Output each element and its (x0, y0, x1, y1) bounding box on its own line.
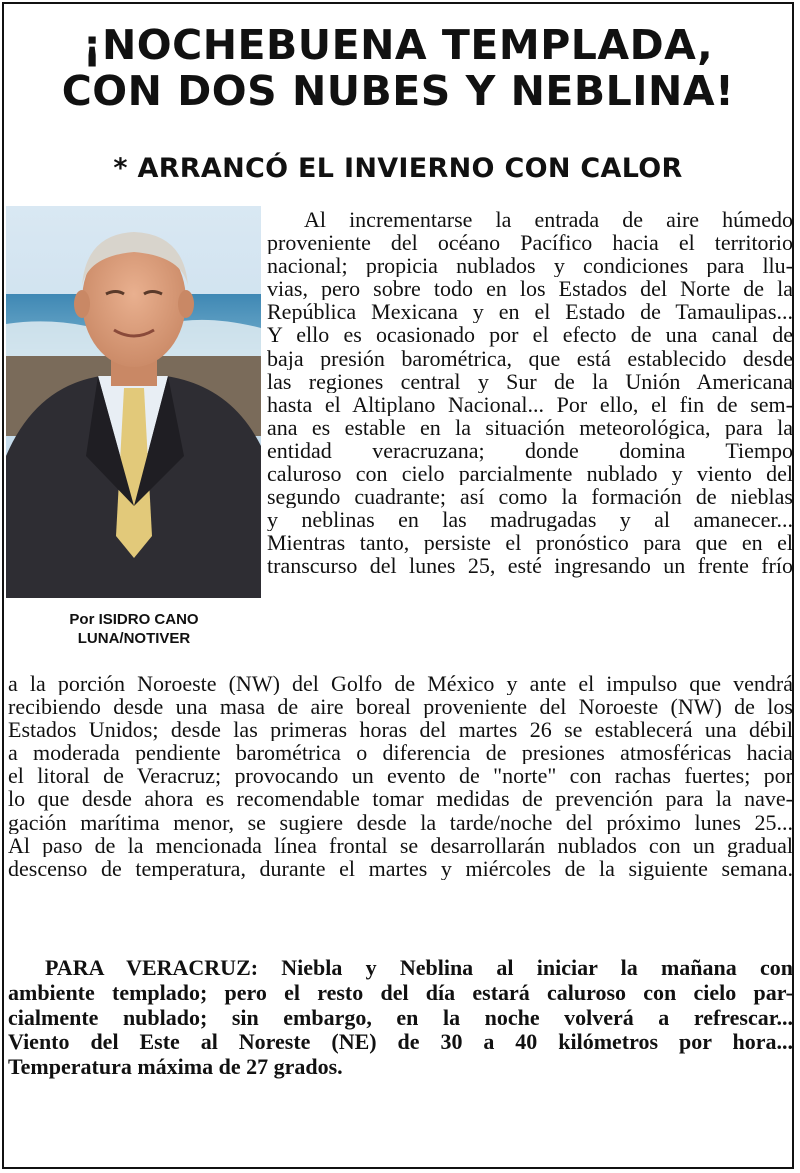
forecast-line: PARA VERACRUZ: Niebla y Neblina al iniciar la mañana con (45, 956, 793, 980)
forecast-line: Viento del Este al Noreste (NE) de 30 a 40 kilómetros por hora... (8, 1030, 793, 1055)
headline (4, 22, 792, 114)
article-line: las regiones central y Sur de la Unión Americana (267, 369, 793, 393)
article-line: Al paso de la mencionada línea frontal se desarrollarán nublados con un gradual (8, 833, 793, 857)
article-line: vias, pero sobre todo en los Estados del Norte de la (267, 277, 793, 301)
article-line: caluroso con cielo parcialmente nublado y viento del (267, 462, 793, 486)
article-line: segundo cuadrante; así como la formación de nieblas (267, 485, 793, 509)
article-line: y neblinas en las madrugadas y al amanecer... (267, 508, 793, 532)
author-photo (6, 206, 261, 598)
forecast-line: cialmente nublado; sin embargo, en la noche volverá a refrescar... (8, 1005, 793, 1030)
forecast-line: ambiente templado; pero el resto del día estará caluroso con cielo par- (8, 980, 793, 1005)
author-portrait-image (6, 206, 261, 598)
article-line: el litoral de Veracruz; provocando un evento de "norte" con rachas fuertes; por (8, 764, 793, 788)
article-line: proveniente del océano Pacífico hacia el territorio (267, 231, 793, 255)
article-continuation (8, 672, 793, 880)
article-line: a la porción Noroeste (NW) del Golfo de México y ante el impulso que vendrá (8, 672, 793, 696)
article-line: descenso de temperatura, durante el martes y miércoles de la siguiente semana. (8, 856, 793, 880)
headline-line-2: CON DOS NUBES Y NEBLINA! (61, 67, 735, 115)
subheadline: * ARRANCÓ EL INVIERNO CON CALOR (113, 153, 683, 184)
article-line: Al incrementarse la entrada de aire húmedo (304, 208, 793, 232)
forecast-line: Temperatura máxima de 27 grados. (8, 1055, 343, 1080)
article-line: Mientras tanto, persiste el pronóstico para que en el (267, 531, 793, 555)
article-line: ana es estable en la situación meteorológica, para la (267, 415, 793, 439)
article-line: recibiendo desde una masa de aire boreal proveniente del Noroeste (NW) de los (8, 695, 793, 719)
article-line: Y ello es ocasionado por el efecto de una canal de (267, 323, 793, 347)
article-line: Estados Unidos; desde las primeras horas del martes 26 se establecerá una débil (8, 718, 793, 742)
byline-line-2: LUNA/NOTIVER (77, 630, 191, 647)
article-line: lo que desde ahora es recomendable tomar medidas de prevención para la nave- (8, 787, 793, 811)
byline (8, 610, 260, 648)
article-line: a moderada pendiente barométrica o diferencia de presiones atmosféricas hacia (8, 741, 793, 765)
article-line: República Mexicana y en el Estado de Tamaulipas... (267, 300, 793, 324)
article-line: hasta el Altiplano Nacional... Por ello, el fin de sem- (267, 392, 793, 416)
article-line: entidad veracruzana; donde domina Tiempo (267, 438, 793, 463)
article-line: nacional; propicia nublados y condiciones para llu- (267, 254, 793, 278)
veracruz-forecast (8, 956, 793, 1080)
article-line: transcurso del lunes 25, esté ingresando un frente frío (267, 554, 793, 578)
article-column (267, 208, 793, 578)
byline-line-1: Por ISIDRO CANO (69, 611, 199, 628)
headline-line-1: ¡NOCHEBUENA TEMPLADA, (82, 21, 714, 69)
article-line: baja presión barométrica, que está establecido desde (267, 346, 793, 370)
article-line: gación marítima menor, se sugiere desde la tarde/noche del próximo lunes 25... (8, 810, 793, 834)
